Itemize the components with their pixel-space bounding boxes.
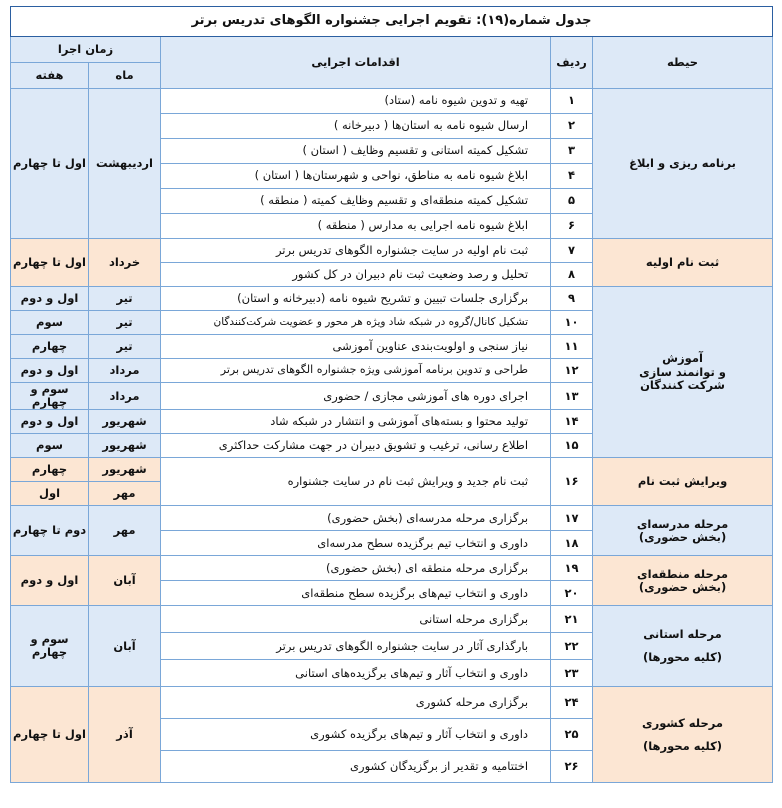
week-cell: اول تا چهارم	[11, 239, 89, 287]
month-cell: مهر	[89, 482, 161, 506]
row-number: ۱۱	[551, 335, 593, 359]
month-cell: شهریور	[89, 410, 161, 434]
group-training-line2: و توانمند سازی	[639, 364, 726, 379]
group-edit-registration: ویرایش ثبت نام	[593, 458, 773, 506]
row-number: ۲۴	[551, 687, 593, 719]
group-training	[593, 287, 773, 458]
row-action: اجرای دوره های آموزشی مجازی / حضوری	[161, 383, 551, 410]
group-school-stage-line2: (بخش حضوری)	[638, 529, 727, 544]
group-initial-registration: ثبت نام اولیه	[593, 239, 773, 287]
row-number: ۱۳	[551, 383, 593, 410]
week-cell: اول و دوم	[11, 287, 89, 311]
row-number: ۱۹	[551, 556, 593, 581]
group-planning: برنامه ریزی و ابلاغ	[593, 89, 773, 239]
week-cell: اول و دوم	[11, 359, 89, 383]
group-school-stage-line1: مرحله مدرسه‌ای	[636, 516, 729, 531]
row-number: ۱۲	[551, 359, 593, 383]
row-number: ۵	[551, 189, 593, 214]
header-action: اقدامات اجرایی	[161, 37, 551, 89]
row-action: برگزاری جلسات تبیین و تشریح شیوه نامه (دبیرخانه و استان)	[161, 287, 551, 311]
month-cell: مرداد	[89, 383, 161, 410]
group-regional-stage-line1: مرحله منطقه‌ای	[637, 566, 729, 581]
execution-calendar-table	[10, 6, 773, 783]
row-number: ۱۶	[551, 458, 593, 506]
month-cell: مرداد	[89, 359, 161, 383]
group-regional-stage-line2: (بخش حضوری)	[638, 579, 727, 594]
month-cell: اردیبهشت	[89, 89, 161, 239]
header-domain: حیطه	[593, 37, 773, 89]
row-number: ۱	[551, 89, 593, 114]
header-week: هفته	[11, 63, 89, 89]
row-number: ۸	[551, 263, 593, 287]
week-cell: سوم و چهارم	[11, 606, 89, 687]
row-action: ابلاغ شیوه نامه به مناطق، نواحی و شهرستان‌ها ( استان )	[161, 164, 551, 189]
row-number: ۱۸	[551, 531, 593, 556]
row-number: ۲۶	[551, 751, 593, 783]
row-action: تهیه و تدوین شیوه نامه (ستاد)	[161, 89, 551, 114]
row-action: ثبت نام اولیه در سایت جشنواره الگوهای تدریس برتر	[161, 239, 551, 263]
week-cell: چهارم	[11, 335, 89, 359]
row-action: اختتامیه و تقدیر از برگزیدگان کشوری	[161, 751, 551, 783]
row-action: تولید محتوا و بسته‌های آموزشی و انتشار در شبکه شاد	[161, 410, 551, 434]
row-number: ۲۰	[551, 581, 593, 606]
group-training-line1: آموزش	[662, 351, 703, 366]
row-number: ۱۴	[551, 410, 593, 434]
month-cell: تیر	[89, 311, 161, 335]
row-action: تشکیل کانال/گروه در شبکه شاد ویژه هر محور و عضویت شرکت‌کنندگان	[161, 311, 551, 335]
row-action: تشکیل کمیته استانی و تقسیم وظایف ( استان )	[161, 139, 551, 164]
group-regional-stage	[593, 556, 773, 606]
row-number: ۲۱	[551, 606, 593, 633]
group-provincial-stage	[593, 606, 773, 687]
row-action: ثبت نام جدید و ویرایش ثبت نام در سایت جشنواره	[161, 458, 551, 506]
row-action: طراحی و تدوین برنامه آموزشی ویژه جشنواره الگوهای تدریس برتر	[161, 359, 551, 383]
week-cell: سوم	[11, 434, 89, 458]
month-cell: تیر	[89, 335, 161, 359]
row-number: ۷	[551, 239, 593, 263]
month-cell: خرداد	[89, 239, 161, 287]
month-cell: مهر	[89, 506, 161, 556]
row-action: برگزاری مرحله استانی	[161, 606, 551, 633]
row-number: ۶	[551, 214, 593, 239]
week-cell: چهارم	[11, 458, 89, 482]
week-cell: اول	[11, 482, 89, 506]
row-action: داوری و انتخاب آثار و تیم‌های برگزیده‌های استانی	[161, 660, 551, 687]
month-cell: شهریور	[89, 434, 161, 458]
row-action: داوری و انتخاب تیم برگزیده سطح مدرسه‌ای	[161, 531, 551, 556]
week-cell: اول و دوم	[11, 410, 89, 434]
row-number: ۱۵	[551, 434, 593, 458]
row-action: ارسال شیوه نامه به استان‌ها ( دبیرخانه )	[161, 114, 551, 139]
header-month: ماه	[89, 63, 161, 89]
week-cell: اول تا چهارم	[11, 89, 89, 239]
group-national-stage	[593, 687, 773, 783]
row-number: ۱۰	[551, 311, 593, 335]
row-number: ۲۲	[551, 633, 593, 660]
row-number: ۲	[551, 114, 593, 139]
row-action: داوری و انتخاب تیم‌های برگزیده سطح منطقه‌ای	[161, 581, 551, 606]
month-cell: آذر	[89, 687, 161, 783]
row-action: برگزاری مرحله مدرسه‌ای (بخش حضوری)	[161, 506, 551, 531]
group-national-stage-line1: مرحله کشوری	[642, 715, 724, 730]
week-cell: سوم و چهارم	[11, 383, 89, 410]
row-number: ۲۵	[551, 719, 593, 751]
week-cell: اول و دوم	[11, 556, 89, 606]
month-cell: تیر	[89, 287, 161, 311]
header-time: زمان اجرا	[11, 37, 161, 63]
row-action: داوری و انتخاب آثار و تیم‌های برگزیده کشوری	[161, 719, 551, 751]
week-cell: دوم تا چهارم	[11, 506, 89, 556]
row-action: نیاز سنجی و اولویت‌بندی عناوین آموزشی	[161, 335, 551, 359]
month-cell: آبان	[89, 606, 161, 687]
row-action: تشکیل کمیته منطقه‌ای و تقسیم وظایف کمیته ( منطقه )	[161, 189, 551, 214]
row-number: ۳	[551, 139, 593, 164]
group-national-stage-line2: (کلیه محورها)	[642, 738, 723, 753]
group-provincial-stage-line2: (کلیه محورها)	[642, 650, 723, 665]
row-number: ۲۳	[551, 660, 593, 687]
row-number: ۹	[551, 287, 593, 311]
month-cell: شهریور	[89, 458, 161, 482]
week-cell: سوم	[11, 311, 89, 335]
row-action: برگزاری مرحله منطقه ای (بخش حضوری)	[161, 556, 551, 581]
row-action: برگزاری مرحله کشوری	[161, 687, 551, 719]
row-action: ابلاغ شیوه نامه اجرایی به مدارس ( منطقه )	[161, 214, 551, 239]
week-cell: اول تا چهارم	[11, 687, 89, 783]
group-training-line3: شرکت کنندگان	[640, 377, 725, 392]
group-provincial-stage-line1: مرحله استانی	[643, 627, 722, 642]
row-number: ۴	[551, 164, 593, 189]
row-action: بارگذاری آثار در سایت جشنواره الگوهای تدریس برتر	[161, 633, 551, 660]
month-cell: آبان	[89, 556, 161, 606]
row-number: ۱۷	[551, 506, 593, 531]
group-school-stage	[593, 506, 773, 556]
header-row: ردیف	[551, 37, 593, 89]
table-title: جدول شماره(۱۹): تقویم اجرایی جشنواره الگوهای تدریس برتر	[11, 7, 773, 37]
row-action: تحلیل و رصد وضعیت ثبت نام دبیران در کل کشور	[161, 263, 551, 287]
row-action: اطلاع رسانی، ترغیب و تشویق دبیران در جهت مشارکت حداکثری	[161, 434, 551, 458]
